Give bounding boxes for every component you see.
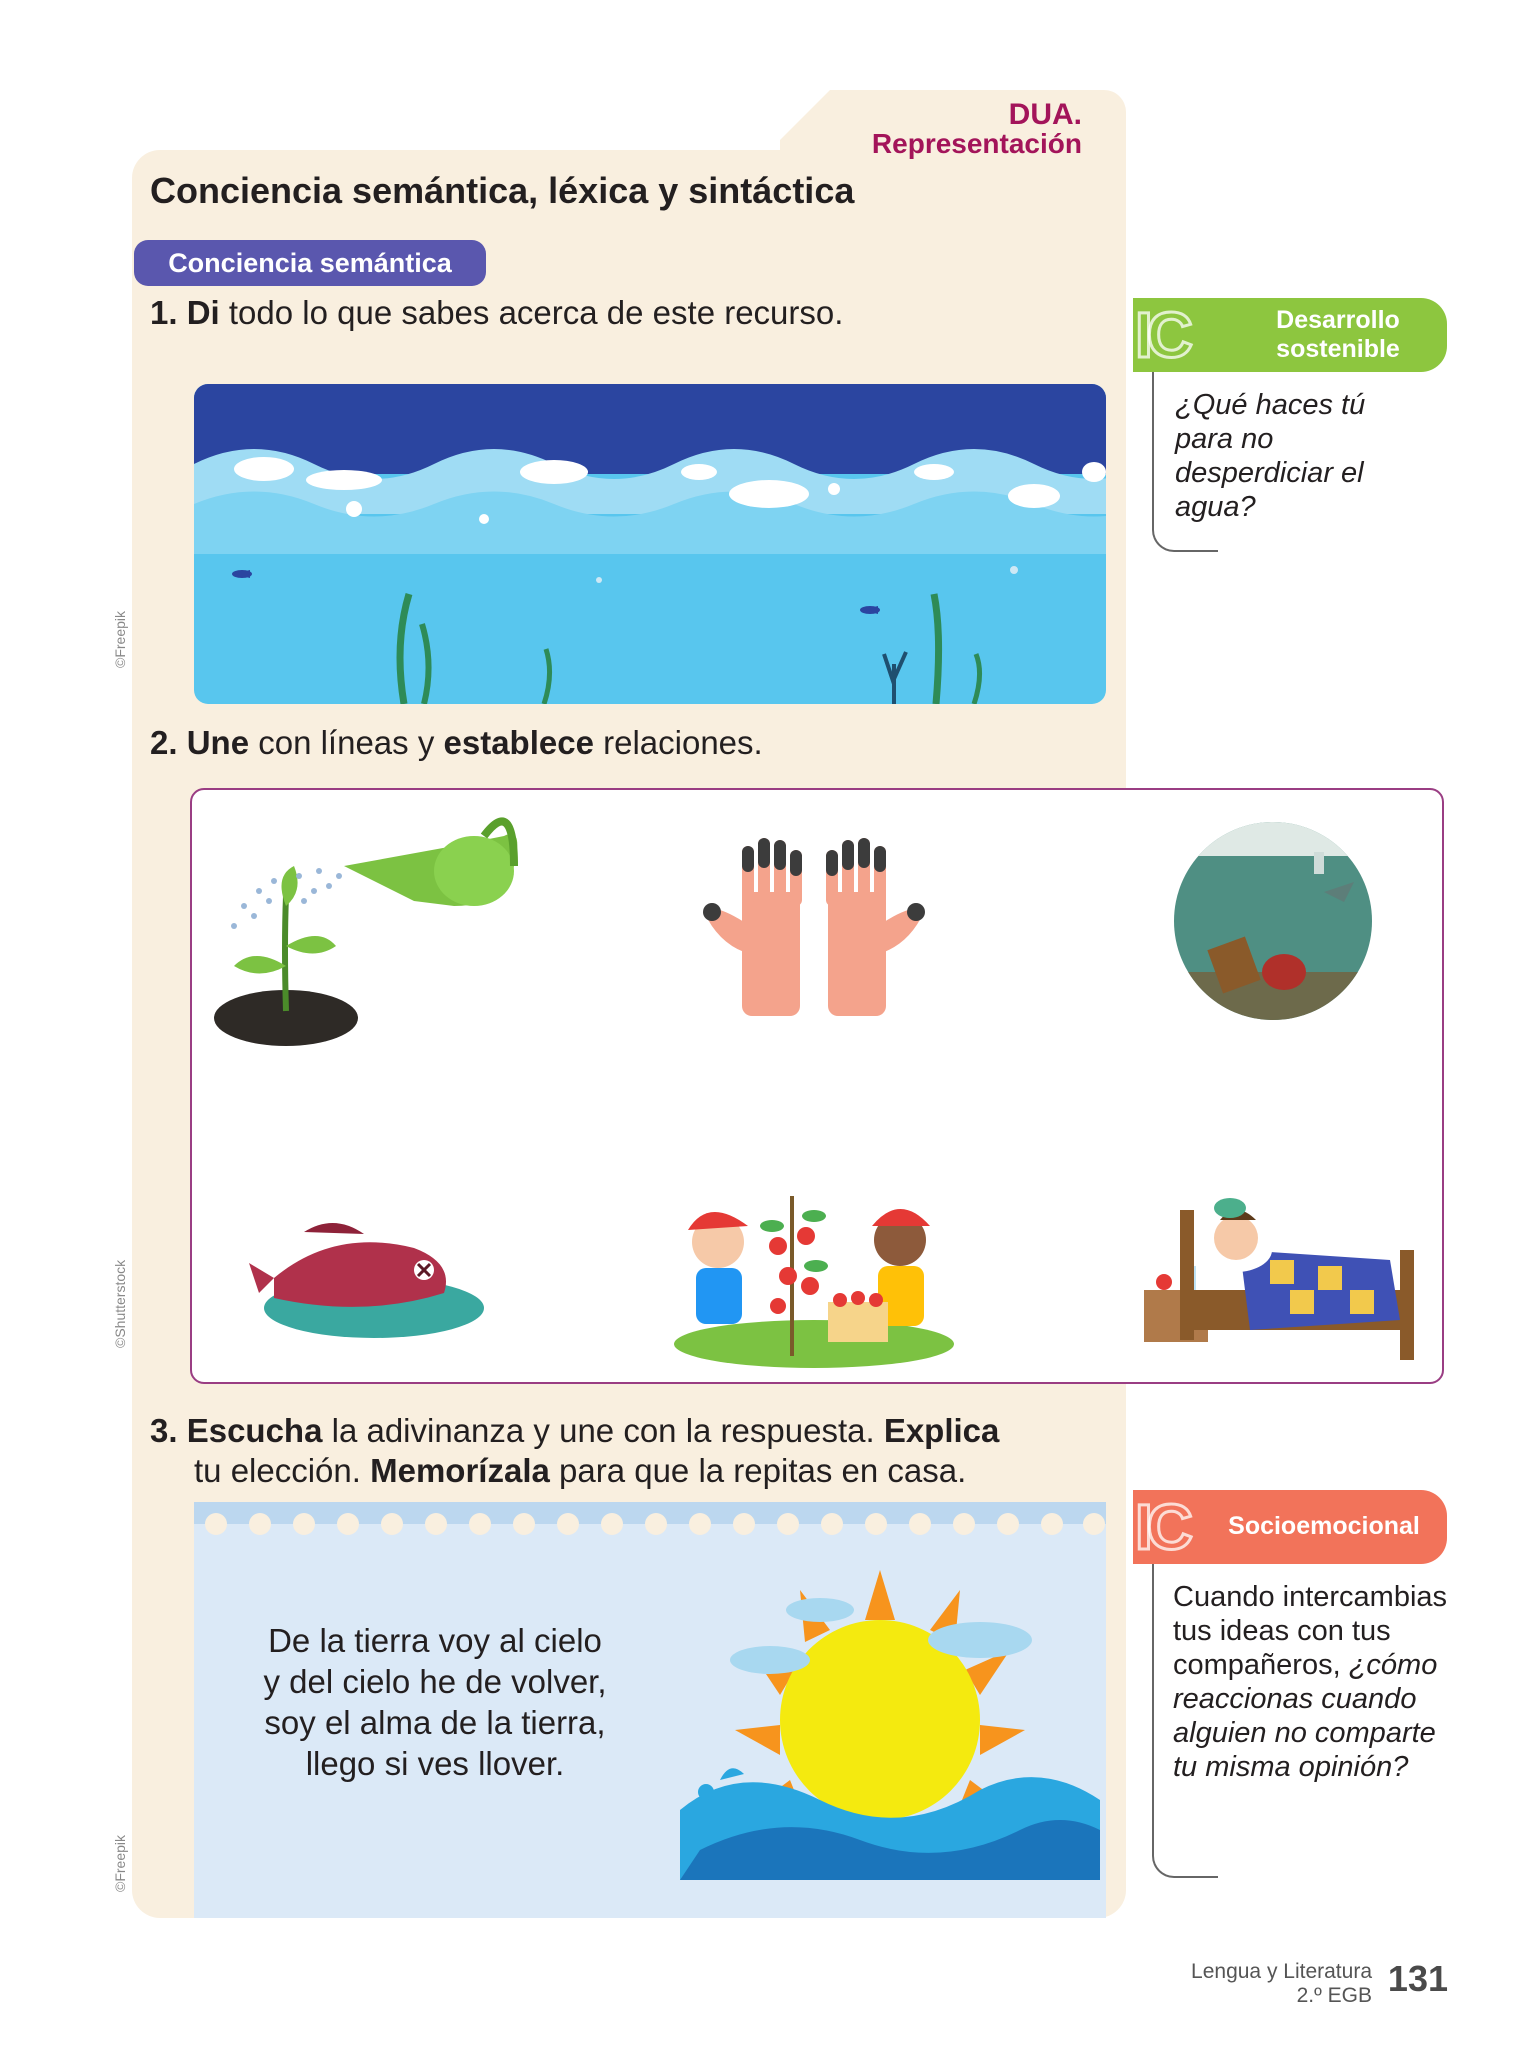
sick-child-image[interactable]	[1140, 1180, 1430, 1370]
credit-shutterstock: ©Shutterstock	[112, 1259, 128, 1348]
question-text: ¿Qué haces tú para no desperdiciar el agua?	[1175, 389, 1366, 523]
dirty-hands-image[interactable]	[698, 832, 930, 1016]
sidebar-socioemocional-label: Socioemocional	[1228, 1512, 1420, 1540]
dua-label: DUA.	[1008, 98, 1082, 131]
page-title: Conciencia semántica, léxica y sintáctica	[150, 170, 855, 211]
instruction-rest: relaciones.	[593, 724, 763, 761]
sidebar-desarrollo-header	[1133, 298, 1447, 372]
instruction-text: todo lo que sabes acerca de este recurso.	[219, 294, 844, 331]
footer-subject: Lengua y Literatura	[1191, 1960, 1372, 1983]
verb-2: Explica	[883, 1412, 1000, 1449]
activity-number: 1.	[150, 294, 178, 331]
label-line-2: sostenible	[1276, 335, 1400, 363]
watering-plant-image[interactable]	[214, 796, 524, 1046]
instruction-mid: la adivinanza y une con la respuesta.	[322, 1412, 884, 1449]
sidebar-socioemocional-note	[1173, 1580, 1463, 1784]
sidebar-desarrollo-question	[1175, 388, 1415, 524]
riddle-line-4: llego si ves llover.	[305, 1745, 565, 1782]
dead-fish-image[interactable]	[244, 1208, 484, 1346]
activity-number: 2.	[150, 724, 178, 761]
instruction-rest: para que la repitas en casa.	[549, 1452, 967, 1489]
riddle-line-3: soy el alma de la tierra,	[264, 1704, 606, 1741]
instruction-start: tu elección.	[194, 1452, 371, 1489]
instruction-mid: con líneas y	[249, 724, 444, 761]
activity-number: 3.	[150, 1412, 178, 1449]
ic-icon: IC	[1135, 1491, 1187, 1563]
verb-3: Memorízala	[370, 1452, 550, 1489]
riddle-text	[230, 1620, 640, 1784]
sidebar-socioemocional-header	[1133, 1490, 1447, 1564]
notebook-binding	[194, 1502, 1106, 1542]
credit-freepik-2: ©Freepik	[112, 1835, 128, 1892]
note-italic-text: ¿cómo reaccionas cuando alguien no comparte tu misma opinión?	[1173, 1649, 1438, 1783]
riddle-line-1: De la tierra voy al cielo	[268, 1622, 602, 1659]
verb-1: Une	[186, 724, 250, 761]
verb-2: establece	[443, 724, 594, 761]
activity-3-instruction-line2	[194, 1452, 966, 1490]
label-line-1: Desarrollo	[1276, 306, 1400, 334]
footer-grade: 2.º EGB	[1296, 1984, 1372, 2007]
sun-water-image[interactable]	[680, 1560, 1100, 1880]
sidebar-desarrollo-label	[1253, 306, 1423, 364]
activity-3-instruction-line1	[150, 1412, 999, 1450]
water-illustration	[194, 384, 1106, 704]
dua-sublabel: Representación	[871, 128, 1082, 159]
verb-1: Escucha	[186, 1412, 323, 1449]
riddle-line-2: y del cielo he de volver,	[263, 1663, 607, 1700]
polluted-sea-image[interactable]	[1174, 822, 1372, 1020]
ic-icon: IC	[1135, 299, 1187, 371]
section-pill: Conciencia semántica	[134, 240, 486, 286]
kids-garden-image[interactable]	[668, 1186, 960, 1368]
note-plain-text: Cuando intercambias tus ideas con tus compañeros,	[1173, 1581, 1448, 1681]
credit-freepik-1: ©Freepik	[112, 611, 128, 668]
activity-2-instruction	[150, 724, 763, 762]
verb: Di	[186, 294, 220, 331]
page-number: 131	[1387, 1958, 1448, 1999]
activity-1-instruction	[150, 294, 843, 332]
